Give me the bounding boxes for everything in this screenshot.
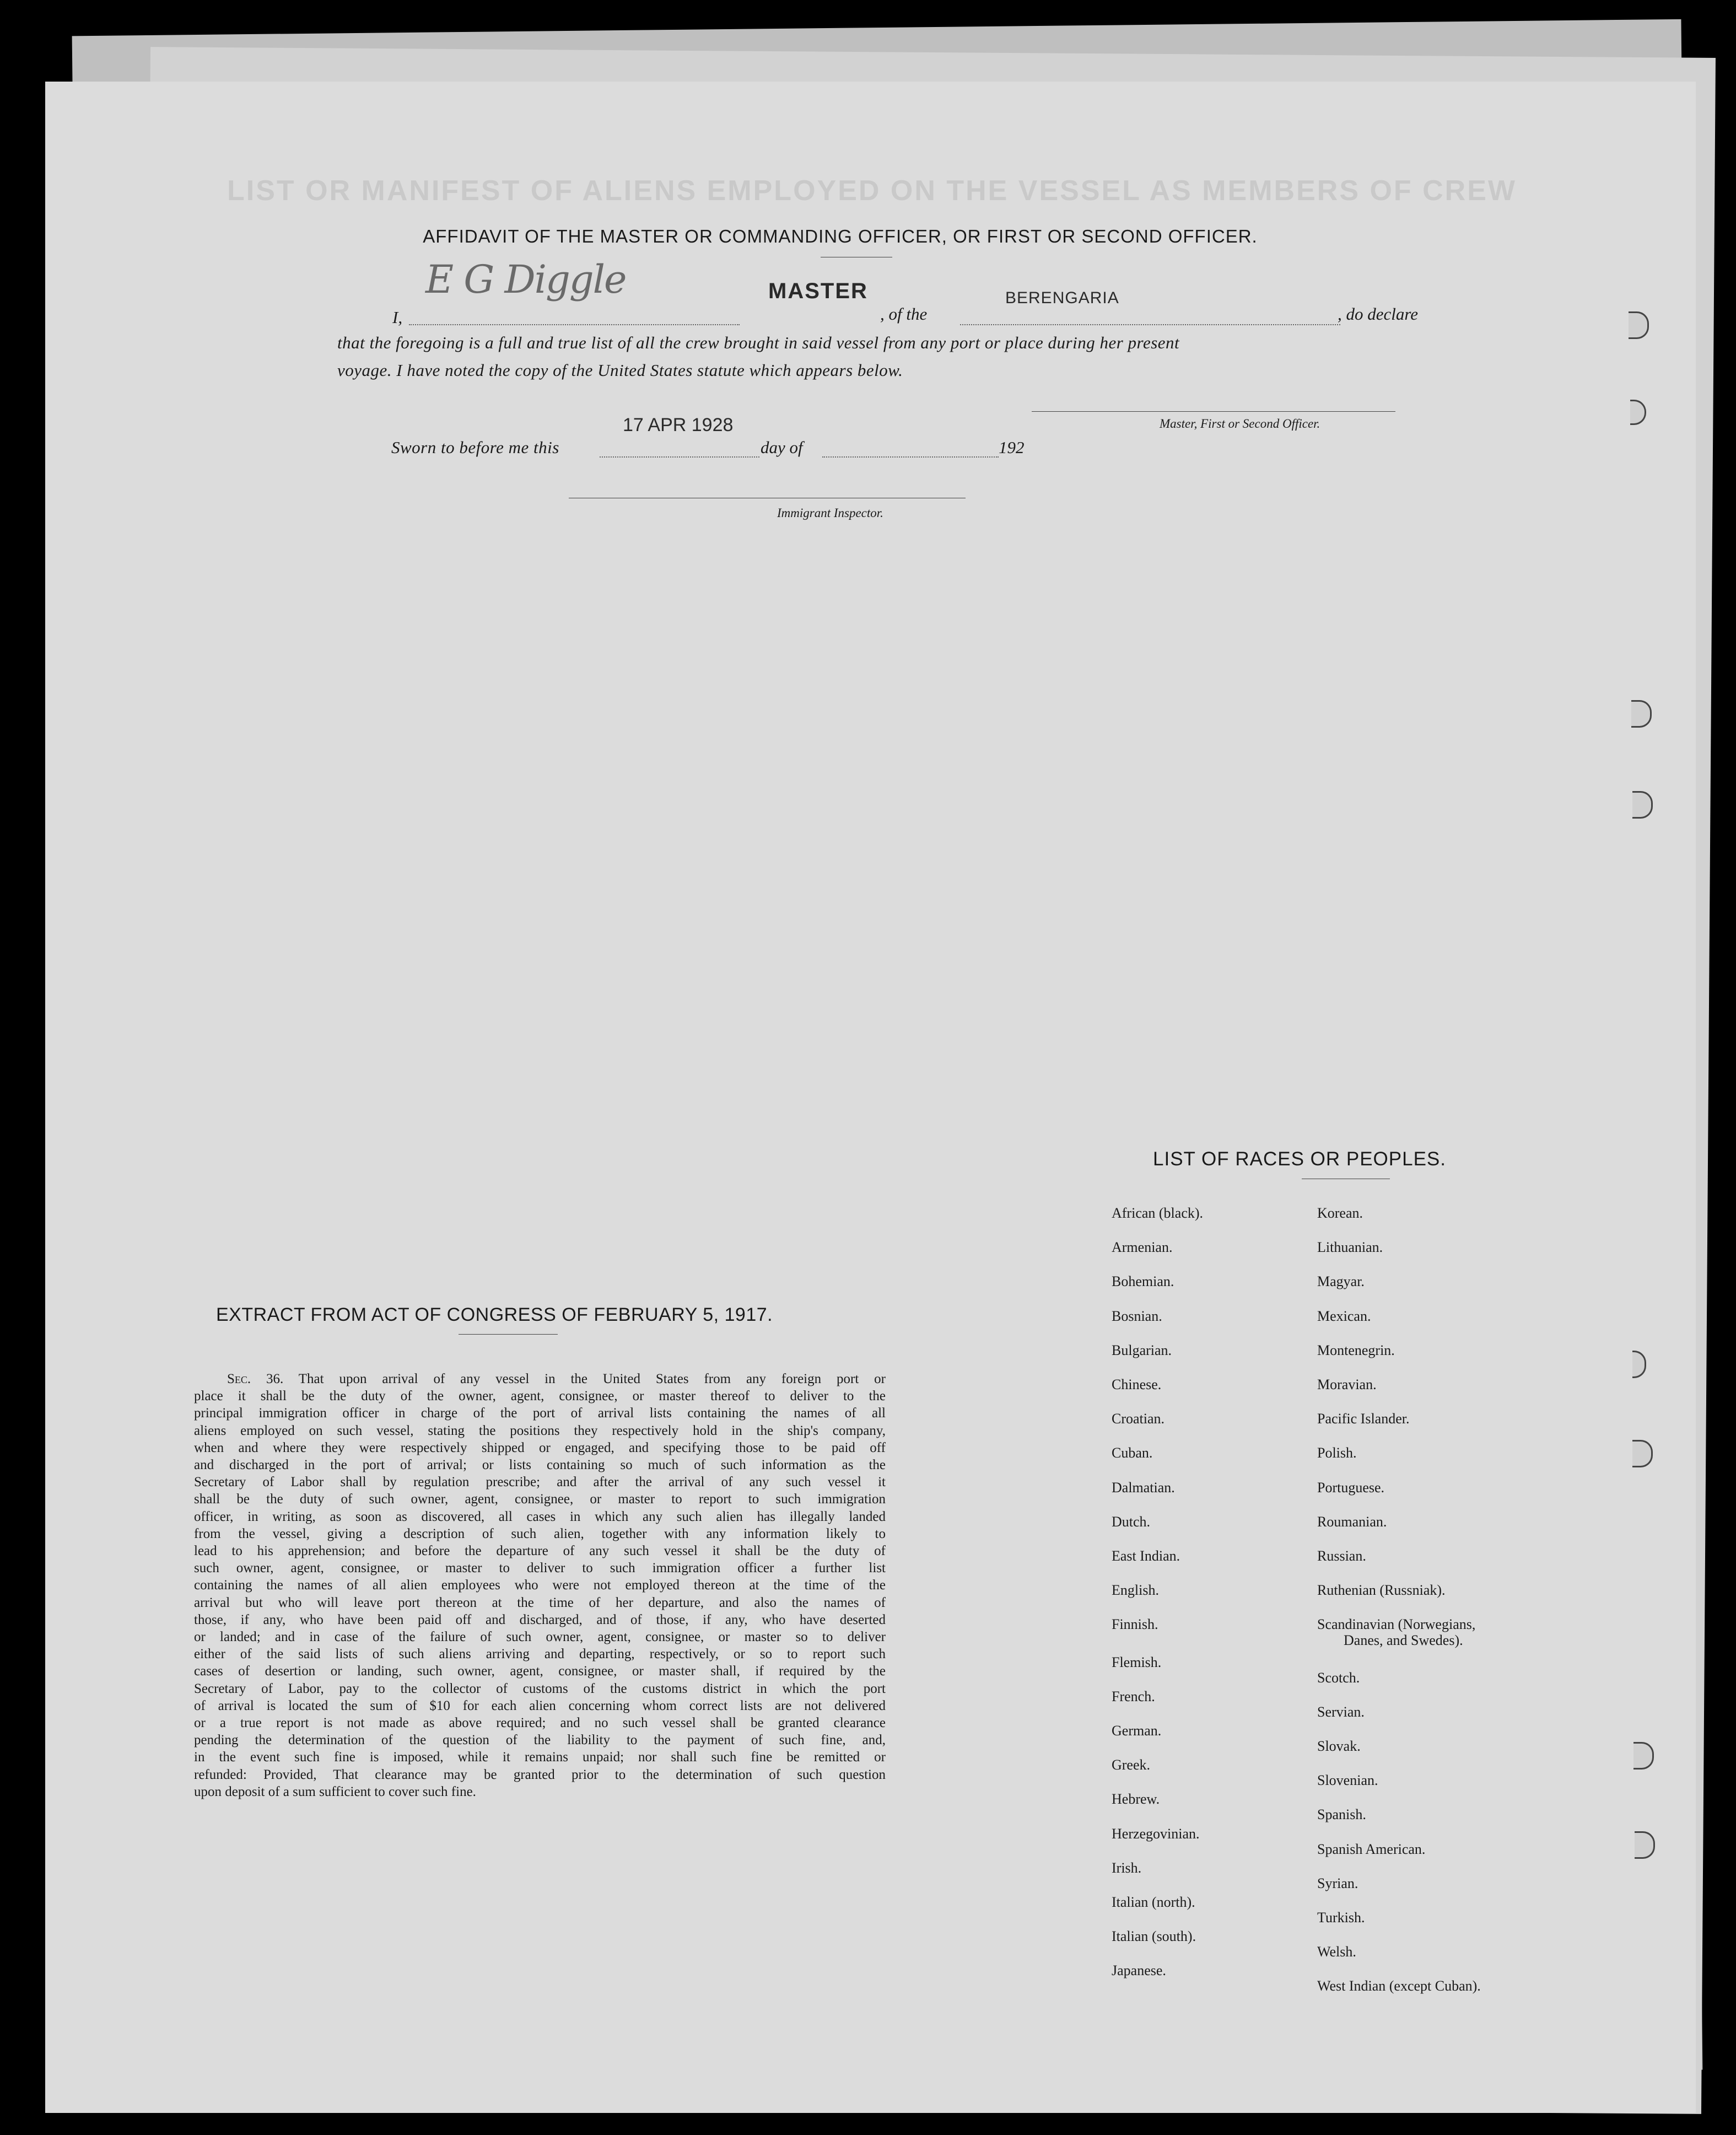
statute-line: either of the said lists of such aliens arriving and departing, respectively, or so to report such [194,1647,886,1662]
race-item: Italian (south). [1112,1928,1196,1945]
sworn-month-line [822,456,999,458]
officer-signature-line [1032,411,1395,412]
inspector-caption: Immigrant Inspector. [777,506,883,520]
affidavit-title: AFFIDAVIT OF THE MASTER OR COMMANDING OFFICER, OR FIRST OR SECOND OFFICER. [423,226,1258,246]
race-item: Slovak. [1317,1738,1361,1754]
race-item: Croatian. [1112,1411,1165,1427]
race-item: Hebrew. [1112,1791,1160,1808]
statute-line: principal immigration officer in charge of the port of arrival lists containing the names of all [194,1406,886,1421]
extract-title: EXTRACT FROM ACT OF CONGRESS OF FEBRUARY 5, 1917. [216,1304,773,1325]
statute-line: of arrival is located the sum of $10 for each alien concerning whom correct lists are not delivered [194,1698,886,1713]
race-item: Irish. [1112,1859,1142,1876]
statute-line: containing the names of all alien employees who were not employed thereon at the time of the [194,1578,886,1593]
race-item: Welsh. [1317,1944,1356,1960]
vessel-line [960,324,1340,325]
statute-line: when and where they were respectively shipped or engaged, and specifying those to be paid off [194,1440,886,1455]
race-item: Russian. [1317,1548,1366,1564]
race-item: Portuguese. [1317,1479,1385,1496]
race-item: Italian (north). [1112,1894,1195,1910]
name-line [409,324,740,325]
binder-tab [1632,1440,1653,1467]
affidavit-line-2: that the foregoing is a full and true list of all the crew brought in said vessel from any port or place during her present [337,333,1180,352]
officer-caption: Master, First or Second Officer. [1160,417,1320,431]
binder-tab [1629,311,1649,339]
do-declare-label: , do declare [1338,304,1419,324]
race-item: East Indian. [1112,1548,1180,1564]
vessel-stamp: BERENGARIA [1005,289,1119,307]
race-item: Spanish. [1317,1806,1366,1823]
race-item: Bulgarian. [1112,1342,1172,1358]
race-item: Greek. [1112,1757,1151,1773]
race-item: German. [1112,1723,1162,1739]
race-item: Chinese. [1112,1376,1162,1392]
document-page [45,82,1696,2113]
race-item: French. [1112,1688,1155,1704]
binder-tab [1635,1831,1655,1859]
affidavit-line-3: voyage. I have noted the copy of the United States statute which appears below. [337,361,903,380]
statute-line: or landed; and in case of the failure of such owner, agent, consignee, or master so to deliver [194,1630,886,1645]
statute-text [194,1370,886,1800]
affidavit-prefix: I, [392,308,403,327]
race-item: Pacific Islander. [1317,1411,1410,1427]
statute-line: aliens employed on such vessel, stating the positions they respectively hold in the ship's company, [194,1423,886,1438]
statute-line: those, if any, who have been paid off and discharged, and of those, if any, who have deserted [194,1612,886,1627]
bleed-through-header: LIST OR MANIFEST OF ALIENS EMPLOYED ON THE VESSEL AS MEMBERS OF CREW [227,175,1517,207]
race-item: Servian. [1317,1703,1365,1720]
statute-line: or a true report is not made as above required; and no such vessel shall be granted clearance [194,1715,886,1731]
statute-line: in the event such fine is imposed, while it remains unpaid; nor shall such fine be remitted or [194,1750,886,1765]
section-label: Sec. 36. [227,1372,284,1386]
statute-line: pending the determination of the question of the liability to the payment of such fine, and, [194,1733,886,1748]
race-item: Bohemian. [1112,1273,1174,1290]
statute-line: such owner, agent, consignee, or master to deliver to such immigration officer a further list [194,1561,886,1576]
rank-stamp: MASTER [768,279,868,303]
race-item: Polish. [1317,1445,1357,1461]
statute-line: officer, in writing, as soon as discovered, all cases in which any such alien has illegally landed [194,1509,886,1524]
day-of-label: day of [761,438,803,457]
race-item: Ruthenian (Russniak). [1317,1582,1446,1599]
statute-line: and discharged in the port of arrival; or lists containing so much of such information as the [194,1458,886,1473]
master-signature: E G Diggle [425,257,626,302]
statute-line: Secretary of Labor shall by regulation prescribe; and after the arrival of any such vessel it [194,1475,886,1490]
binder-tab [1633,1742,1654,1770]
race-item: Dutch. [1112,1513,1151,1530]
race-item: Finnish. [1112,1616,1158,1633]
statute-line: lead to his apprehension; and before the departure of any such vessel it shall be the duty of [194,1544,886,1559]
race-item: Danes, and Swedes). [1344,1632,1463,1648]
races-title: LIST OF RACES OR PEOPLES. [1153,1148,1447,1170]
race-item: Slovenian. [1317,1772,1378,1789]
race-item: Flemish. [1112,1654,1162,1670]
race-item: Dalmatian. [1112,1479,1175,1496]
race-item: Japanese. [1112,1962,1166,1979]
statute-line: shall be the duty of such owner, agent, consignee, or master to report to such immigration [194,1492,886,1507]
race-item: Mexican. [1317,1308,1371,1324]
sworn-day-line [600,456,759,458]
binder-tab [1631,700,1652,728]
statute-line: arrival but who will leave port thereon at the time of her departure, and also the names of [194,1595,886,1610]
statute-line: from the vessel, giving a description of such alien, together with any information likely to [194,1526,886,1541]
race-item: English. [1112,1582,1159,1599]
race-item: Armenian. [1112,1239,1173,1256]
race-item: Korean. [1317,1205,1363,1221]
race-item: Cuban. [1112,1445,1153,1461]
race-item: Herzegovinian. [1112,1825,1200,1842]
race-item: Roumanian. [1317,1513,1387,1530]
race-item: Moravian. [1317,1376,1377,1392]
race-item: Scandinavian (Norwegians, [1317,1616,1476,1633]
race-item: West Indian (except Cuban). [1317,1978,1481,1994]
race-item: Turkish. [1317,1910,1365,1926]
date-stamp: 17 APR 1928 [623,415,734,435]
statute-line: Secretary of Labor, pay to the collector of customs of the customs district in which the port [194,1681,886,1696]
extract-title-underline [459,1334,558,1335]
statute-line: cases of desertion or landing, such owner, agent, consignee, or master shall, if required by the [194,1664,886,1679]
race-item: Bosnian. [1112,1308,1162,1324]
race-item: Scotch. [1317,1669,1360,1686]
race-item: African (black). [1112,1205,1204,1221]
of-the-label: , of the [880,304,928,324]
race-item: Magyar. [1317,1273,1365,1290]
year-prefix: 192 [999,438,1025,457]
binder-tab [1632,791,1653,819]
race-item: Spanish American. [1317,1841,1426,1857]
statute-line: place it shall be the duty of the owner, agent, consignee, or master thereof to deliver to the [194,1389,886,1404]
statute-line [194,1370,886,1388]
race-item: Montenegrin. [1317,1342,1395,1358]
statute-line: refunded: Provided, That clearance may be granted prior to the determination of such question [194,1767,886,1782]
race-item: Lithuanian. [1317,1239,1383,1256]
statute-line: upon deposit of a sum sufficient to cover such fine. [194,1784,476,1799]
sworn-label: Sworn to before me this [391,438,559,457]
race-item: Syrian. [1317,1875,1358,1891]
statute-line-text: That upon arrival of any vessel in the United States from any foreign port or [298,1372,886,1386]
